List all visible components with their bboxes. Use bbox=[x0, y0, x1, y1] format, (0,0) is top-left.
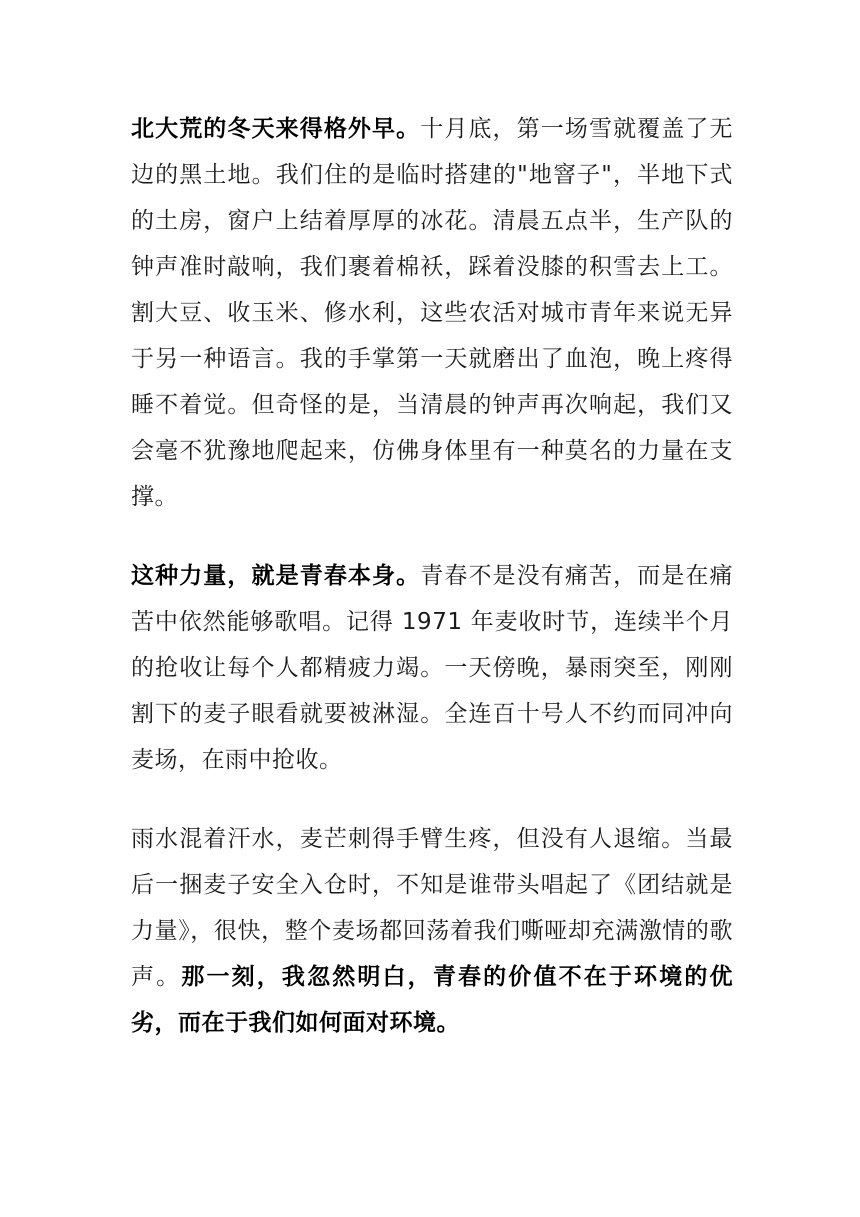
article-body bbox=[131, 106, 733, 1079]
paragraph-2-lead: 这种力量，就是青春本身。 bbox=[131, 563, 421, 589]
paragraph-1-lead: 北大荒的冬天来得格外早。 bbox=[131, 116, 421, 142]
paragraph-3-text: 雨水混着汗水，麦芒刺得手臂生疼，但没有人退缩。当最后一捆麦子安全入仓时，不知是谁带头唱起了《团结就是力量》，很快，整个麦场都回荡着我们嘶哑却充满激情的歌声。 bbox=[131, 826, 733, 990]
paragraph-1 bbox=[131, 106, 733, 520]
paragraph-3 bbox=[131, 816, 733, 1046]
paragraph-3-conclusion: 那一刻，我忽然明白，青春的价值不在于环境的优劣，而在于我们如何面对环境。 bbox=[131, 964, 734, 1036]
paragraph-2-text: 青春不是没有痛苦，而是在痛苦中依然能够歌唱。记得 1971 年麦收时节，连续半个月的抢收让每个人都精疲力竭。一天傍晚，暴雨突至，刚刚割下的麦子眼看就要被淋湿。全连百十号人不约而同冲向麦场，在雨中抢收。 bbox=[131, 563, 734, 773]
paragraph-1-text: 十月底，第一场雪就覆盖了无边的黑土地。我们住的是临时搭建的"地窨子"，半地下式的土房，窗户上结着厚厚的冰花。清晨五点半，生产队的钟声准时敲响，我们裹着棉袄，踩着没膝的积雪去上工。割大豆、收玉米、修水利，这些农活对城市青年来说无异于另一种语言。我的手掌第一天就磨出了血泡，晚上疼得睡不着觉。但奇怪的是，当清晨的钟声再次响起，我们又会毫不犹豫地爬起来，仿佛身体里有一种莫名的力量在支撑。 bbox=[131, 116, 734, 510]
paragraph-2 bbox=[131, 553, 733, 783]
